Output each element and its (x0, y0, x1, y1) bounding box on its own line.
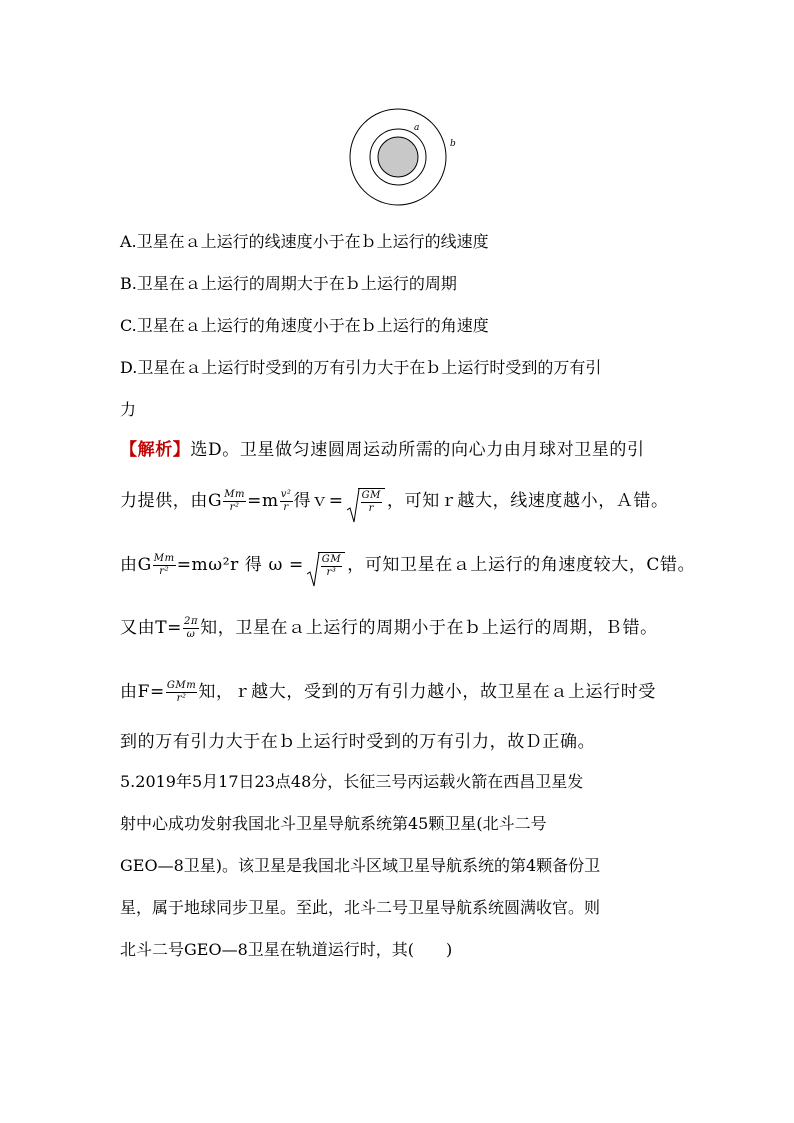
question5-line-2: 射中心成功发射我国北斗卫星导航系统第45颗卫星(北斗二号 (120, 814, 547, 833)
option-d-line1: D.卫星在ａ上运行时受到的万有引力大于在ｂ上运行时受到的万有引 (120, 358, 602, 377)
solution-line-2: 力提供，由G $\frac{Mm}{\text{r²}}$ =m $\frac{\text{v²}}{r}$ 得ｖ= $\frac{GM}{r}$ ，可知ｒ越大，线速度越小，Ａ错。 (120, 488, 669, 515)
fraction-mm-r2: $\frac{Mm}{\text{r²}}$ (224, 489, 246, 513)
option-c: C.卫星在ａ上运行的角速度小于在ｂ上运行的角速度 (120, 316, 489, 335)
fraction-gmm-r2: $\frac{\text{GMm}}{\text{r²}}$ (166, 680, 197, 704)
fraction-2pi-omega: $\frac{2\pi}{\omega}$ (183, 616, 199, 640)
solution-line-5: 由F= $\frac{\text{GMm}}{\text{r²}}$ 知，ｒ越大，受到的万有引力越小，故卫星在ａ上运行时受 (120, 680, 656, 704)
question5-line-5: 北斗二号GEO—8卫星在轨道运行时，其( ) (120, 940, 453, 959)
solution-line-4: 又由T= $\frac{2\pi}{\omega}$ 知，卫星在ａ上运行的周期小于在ｂ上运行的周期，Ｂ错。 (120, 616, 658, 640)
option-d-line2: 力 (120, 400, 137, 419)
question5-line-3: GEO—8卫星)。该卫星是我国北斗区域卫星导航系统的第4颗备份卫 (120, 856, 601, 875)
solution-line-3: 由G $\frac{Mm}{\text{r²}}$ =mω²r 得 ω = $\frac{GM}{\text{r³}}$ ，可知卫星在ａ上运行的角速度较大，C错。 (120, 552, 695, 579)
question5-line-1: 5.2019年5月17日23点48分，长征三号丙运载火箭在西昌卫星发 (120, 772, 584, 791)
moon (378, 137, 418, 177)
label-a: a (414, 123, 420, 133)
sqrt-gm-r: $\frac{GM}{r}$ (346, 488, 385, 515)
solution-line-1: 【解析】选D。卫星做匀速圆周运动所需的向心力由月球对卫星的引 (120, 440, 645, 460)
solution-line-6: 到的万有引力大于在ｂ上运行时受到的万有引力，故Ｄ正确。 (120, 732, 596, 752)
sqrt-gm-r3: $\frac{GM}{\text{r³}}$ (306, 552, 345, 579)
orbit-diagram (344, 108, 456, 206)
option-b: B.卫星在ａ上运行的周期大于在ｂ上运行的周期 (120, 274, 457, 293)
solution-tag: 【解析】 (120, 440, 191, 460)
label-b: b (450, 139, 456, 149)
question5-line-4: 星，属于地球同步卫星。至此，北斗二号卫星导航系统圆满收官。则 (120, 898, 601, 917)
option-a: A.卫星在ａ上运行的线速度小于在ｂ上运行的线速度 (120, 232, 489, 251)
fraction-v2-r: $\frac{\text{v²}}{r}$ (280, 489, 292, 513)
fraction-mm-r2-b: $\frac{Mm}{\text{r²}}$ (153, 553, 175, 577)
